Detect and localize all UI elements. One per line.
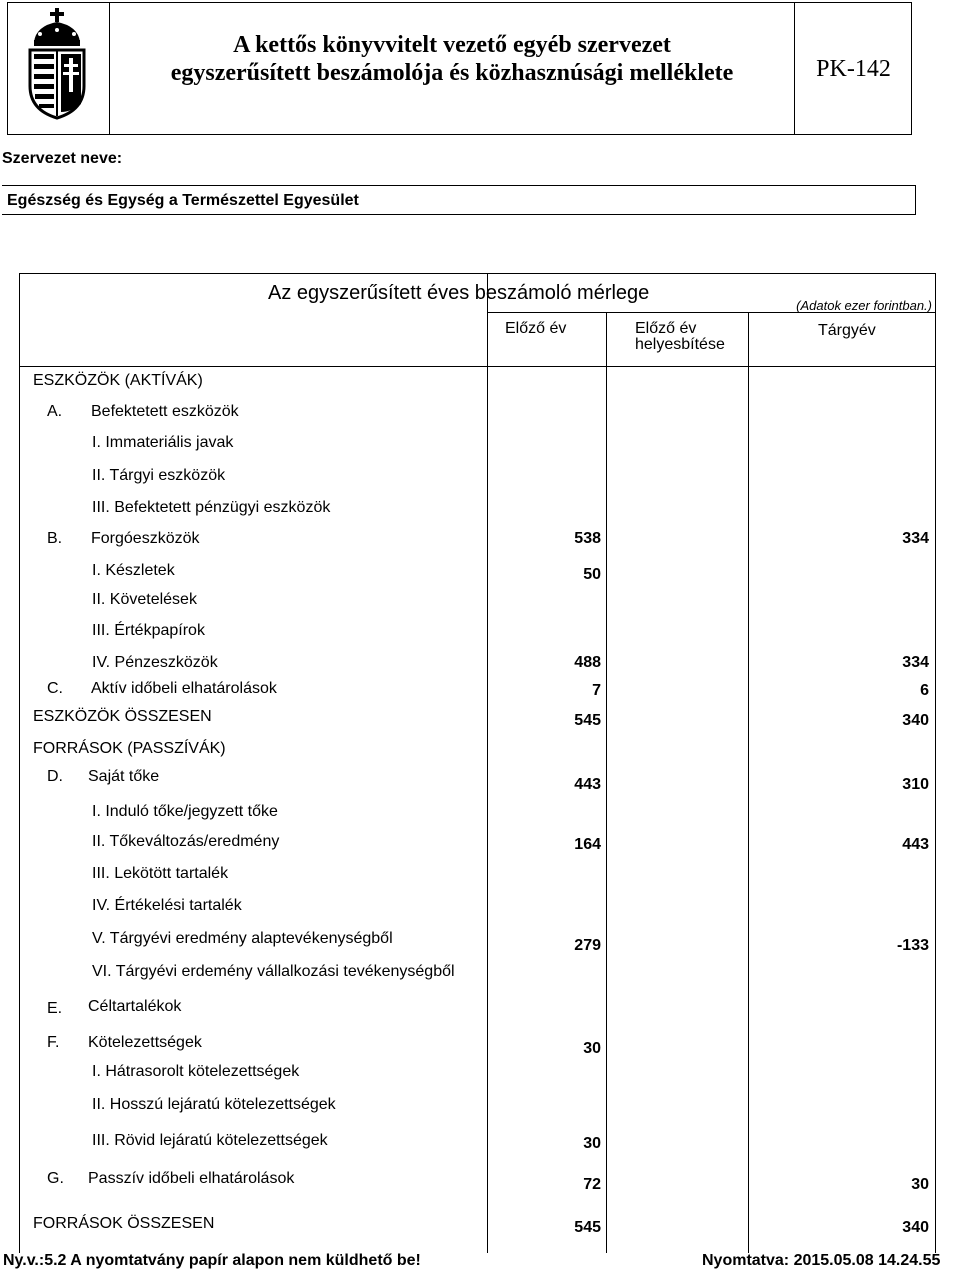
prev-year-value: 50 — [583, 566, 601, 583]
row-label: II. Hosszú lejáratú kötelezettségek — [92, 1096, 336, 1113]
organization-label: Szervezet neve: — [2, 150, 123, 167]
row-label: Passzív időbeli elhatárolások — [88, 1170, 295, 1187]
row-label: Befektetett eszközök — [91, 403, 239, 420]
row-label: II. Követelések — [92, 591, 197, 608]
current-year-value: 30 — [911, 1176, 929, 1193]
row-label: FORRÁSOK (PASSZÍVÁK) — [33, 740, 226, 757]
current-year-value: -133 — [896, 937, 929, 954]
form-title-line2: egyszerűsített beszámolója és közhasznúsági melléklete — [170, 60, 734, 86]
prev-year-value: 488 — [574, 654, 601, 671]
row-label: Forgóeszközök — [91, 530, 200, 547]
form-title-line1: A kettős könyvvitelt vezető egyéb szervezet — [233, 32, 671, 58]
row-label: Aktív időbeli elhatárolások — [91, 680, 277, 697]
column-divider — [487, 273, 488, 1253]
prev-year-value: 7 — [592, 682, 601, 699]
row-code: C. — [47, 680, 63, 697]
prev-year-value: 545 — [574, 712, 601, 729]
row-label: II. Tárgyi eszközök — [92, 467, 226, 484]
footer-version-note: Ny.v.:5.2 A nyomtatvány papír alapon nem küldhető be! — [3, 1252, 421, 1269]
footer-print-date: Nyomtatva: 2015.05.08 14.24.55 — [702, 1252, 941, 1269]
row-label: II. Tőkeváltozás/eredmény — [92, 833, 280, 850]
row-label: III. Lekötött tartalék — [92, 865, 229, 882]
row-label: III. Értékpapírok — [92, 622, 205, 639]
row-code: B. — [47, 530, 63, 547]
unit-note: (Adatok ezer forintban.) — [796, 298, 932, 313]
organization-name: Egészség és Egység a Természettel Egyesület — [7, 192, 359, 209]
row-label: I. Készletek — [92, 562, 175, 579]
row-label: III. Befektetett pénzügyi eszközök — [92, 499, 331, 516]
row-label: I. Induló tőke/jegyzett tőke — [92, 803, 278, 820]
row-label: III. Rövid lejáratú kötelezettségek — [92, 1132, 328, 1149]
hungarian-coat-of-arms-icon — [26, 8, 88, 120]
row-label: VI. Tárgyévi erdemény vállalkozási tevékenységből — [92, 963, 455, 980]
prev-year-value: 279 — [574, 937, 601, 954]
current-year-value: 334 — [902, 530, 929, 547]
column-divider — [606, 312, 607, 1253]
form-code: PK-142 — [816, 56, 891, 82]
header-bottom-line — [19, 366, 936, 367]
current-year-value: 310 — [902, 776, 929, 793]
prev-year-value: 545 — [574, 1219, 601, 1236]
column-header-prev-year: Előző év — [505, 320, 567, 337]
current-year-value: 334 — [902, 654, 929, 671]
row-code: A. — [47, 403, 63, 420]
row-label: V. Tárgyévi eredmény alaptevékenységből — [92, 930, 393, 947]
row-label: ESZKÖZÖK ÖSSZESEN — [33, 708, 212, 725]
prev-year-value: 72 — [583, 1176, 601, 1193]
row-label: Céltartalékok — [88, 998, 182, 1015]
row-code: F. — [47, 1034, 60, 1051]
row-code: G. — [47, 1170, 64, 1187]
row-label: IV. Pénzeszközök — [92, 654, 218, 671]
row-label: I. Hátrasorolt kötelezettségek — [92, 1063, 300, 1080]
current-year-value: 6 — [920, 682, 929, 699]
row-label: I. Immateriális javak — [92, 434, 234, 451]
row-label: FORRÁSOK ÖSSZESEN — [33, 1215, 215, 1232]
row-code: E. — [47, 1000, 63, 1017]
column-header-adjustment-2: helyesbítése — [635, 336, 725, 353]
column-header-current-year: Tárgyév — [818, 322, 876, 339]
row-label: Saját tőke — [88, 768, 160, 785]
prev-year-value: 30 — [583, 1040, 601, 1057]
prev-year-value: 538 — [574, 530, 601, 547]
prev-year-value: 443 — [574, 776, 601, 793]
current-year-value: 340 — [902, 1219, 929, 1236]
current-year-value: 340 — [902, 712, 929, 729]
row-label: Kötelezettségek — [88, 1034, 202, 1051]
row-label: ESZKÖZÖK (AKTÍVÁK) — [33, 372, 203, 389]
prev-year-value: 30 — [583, 1135, 601, 1152]
column-divider — [748, 312, 749, 1253]
prev-year-value: 164 — [574, 836, 601, 853]
balance-title: Az egyszerűsített éves beszámoló mérlege — [268, 282, 650, 304]
row-code: D. — [47, 768, 63, 785]
row-label: IV. Értékelési tartalék — [92, 897, 242, 914]
current-year-value: 443 — [902, 836, 929, 853]
column-header-adjustment-1: Előző év — [635, 320, 697, 337]
